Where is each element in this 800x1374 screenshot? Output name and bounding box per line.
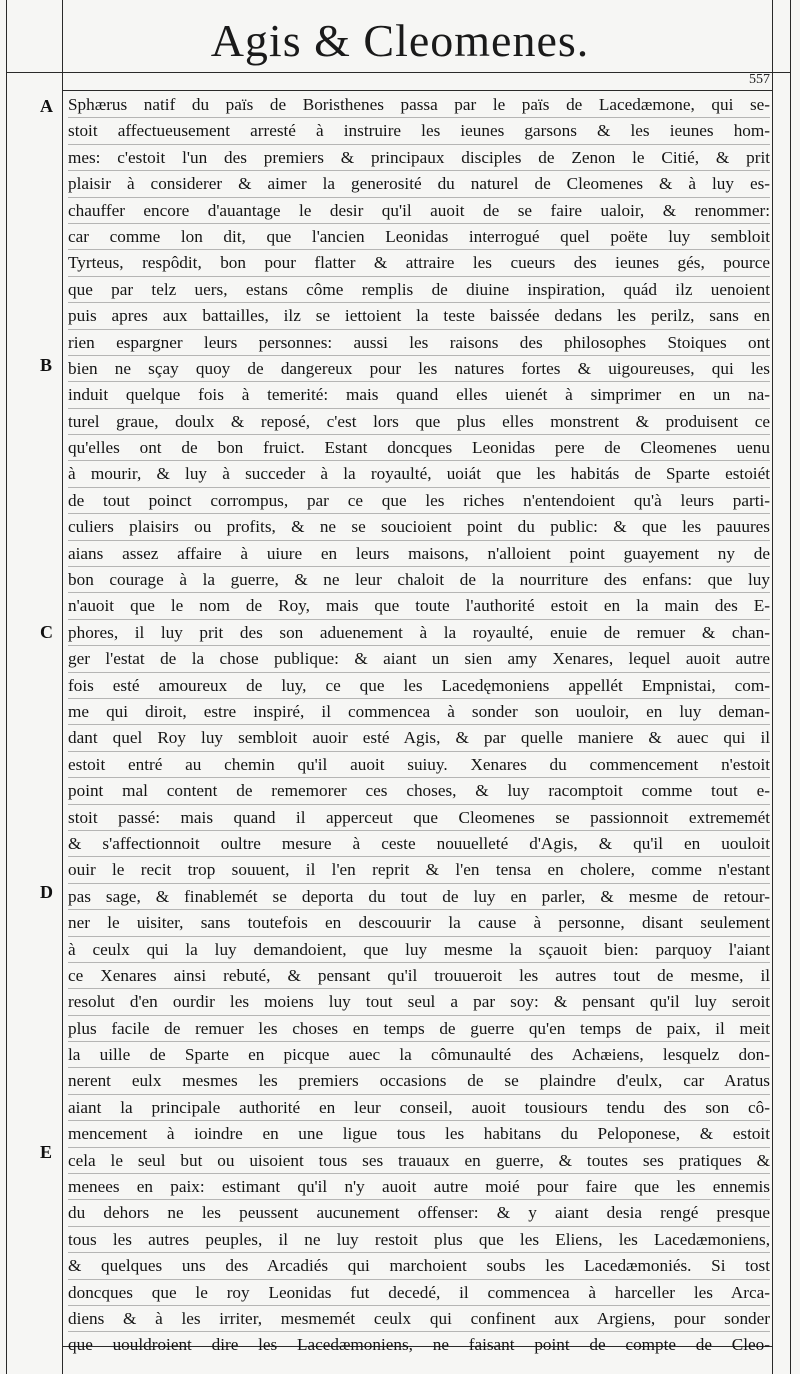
- header-rule: [62, 90, 773, 91]
- text-line: du dehors ne les peussent aucunement offenser: & y aiant desia rengé presque: [68, 1200, 770, 1226]
- text-line: me qui diroit, estre inspiré, il commencea à sonder son uouloir, en luy deman-: [68, 699, 770, 725]
- right-margin-rule: [772, 0, 773, 1374]
- text-line: plaisir à considerer & aimer la generosité du naturel de Cleomenes & à luy es-: [68, 171, 770, 197]
- margin-letter-e: E: [40, 1142, 53, 1162]
- text-line: que par telz uers, estans côme remplis de diuine inspiration, quád ilz uenoient: [68, 277, 770, 303]
- text-line: ner le uisiter, sans toutefois en descouurir la cause à personne, disant seulement: [68, 910, 770, 936]
- text-line: resolut d'en ourdir les moiens luy tout seul a par soy: & pensant qu'il luy seroit: [68, 989, 770, 1015]
- text-line: aiant la principale authorité en leur conseil, auoit tousiours tendu des son cô-: [68, 1095, 770, 1121]
- text-line: chauffer encore d'auantage le desir qu'il auoit de se faire ualoir, & renommer:: [68, 198, 770, 224]
- page-number: 557: [749, 72, 770, 87]
- text-line: aians assez affaire à uiure en leurs maisons, n'alloient point guayement ny de: [68, 541, 770, 567]
- text-line: puis apres aux battailles, ilz se iettoient la teste baissée dedans les perilz, sans en: [68, 303, 770, 329]
- top-rule: [6, 72, 791, 73]
- left-outer-rule: [6, 0, 7, 1374]
- body-text: [68, 92, 770, 1358]
- text-line: diens & à les irriter, mesmemét ceulx qui confinent aux Argiens, pour sonder: [68, 1306, 770, 1332]
- text-line: de tout poinct corrompus, par ce que les riches n'entendoient qu'à leurs parti-: [68, 488, 770, 514]
- text-line: n'auoit que le nom de Roy, mais que toute l'authorité estoit en la main des E-: [68, 593, 770, 619]
- right-outer-rule: [790, 0, 791, 1374]
- page-title: Agis & Cleomenes.: [210, 15, 590, 66]
- text-line: estoit entré au chemin qu'il auoit suiuy. Xenares du commencement n'estoit: [68, 752, 770, 778]
- text-line: dant quel Roy luy sembloit auoir esté Agis, & par quelle maniere & auec qui il: [68, 725, 770, 751]
- text-line: à mourir, & luy à succeder à la royaulté, uoiát que les habitás de Sparte estoiét: [68, 461, 770, 487]
- text-line: induit quelque fois à temerité: mais quand elles uienét à simprimer en un na-: [68, 382, 770, 408]
- margin-letter-a: A: [40, 96, 53, 116]
- text-line: cela le seul but ou uisoient tous ses trauaux en guerre, & toutes ses pratiques &: [68, 1148, 770, 1174]
- text-line: ce Xenares ainsi rebuté, & pensant qu'il trouueroit les autres tout de mesme, il: [68, 963, 770, 989]
- text-line: bien ne sçay quoy de dangereux pour les natures fortes & uigoureuses, qui les: [68, 356, 770, 382]
- text-line: bon courage à la guerre, & ne leur chaloit de la nourriture des enfans: que luy: [68, 567, 770, 593]
- text-line: plus facile de remuer les choses en temps de guerre qu'en temps de paix, il meit: [68, 1016, 770, 1042]
- text-line: rien espargner leurs personnes: aussi les raisons des philosophes Stoiques ont: [68, 330, 770, 356]
- text-line: turel graue, doulx & reposé, c'est lors que plus elles monstrent & produisent ce: [68, 409, 770, 435]
- text-line: menees en paix: estimant qu'il n'y auoit autre moié pour faire que les ennemis: [68, 1174, 770, 1200]
- text-line: que uouldroient dire les Lacedæmoniens, ne faisant point de compte de Cleo-: [68, 1335, 770, 1355]
- text-line: stoit affectueusement arresté à instruire les ieunes garsons & les ieunes hom-: [68, 118, 770, 144]
- text-line: tous les autres peuples, il ne luy restoit plus que les Eliens, les Lacedæmoniens,: [68, 1227, 770, 1253]
- text-line: nerent eulx mesmes les premiers occasions de se plaindre d'eulx, car Aratus: [68, 1068, 770, 1094]
- text-line: Sphærus natif du païs de Boristhenes passa par le païs de Lacedæmone, qui se-: [68, 92, 770, 118]
- text-line: culiers plaisirs ou profits, & ne se soucioient point du public: & que les pauures: [68, 514, 770, 540]
- left-margin-rule: [62, 0, 63, 1374]
- text-line: car comme lon dit, que l'ancien Leonidas interrogué quel poëte luy sembloit: [68, 224, 770, 250]
- text-line: pas sage, & finablemét se deporta du tout de luy en parler, & mesme de retour-: [68, 884, 770, 910]
- text-line: & quelques uns des Arcadiés qui marchoient soubs les Lacedæmoniés. Si tost: [68, 1253, 770, 1279]
- text-line: stoit passé: mais quand il apperceut que Cleomenes se passionnoit extrememét: [68, 805, 770, 831]
- text-line: à ceulx qui la luy demandoient, que luy mesme la sçauoit bien: parquoy l'aiant: [68, 937, 770, 963]
- text-line: ouir le recit trop souuent, il l'en reprit & l'en tensa en cholere, comme n'estant: [68, 857, 770, 883]
- text-line: ger l'estat de la chose publique: & aiant un sien amy Xenares, lequel auoit autre: [68, 646, 770, 672]
- text-line: mes: c'estoit l'un des premiers & principaux disciples de Zenon le Citié, & prit: [68, 145, 770, 171]
- text-line: phores, il luy prit des son aduenement à la royaulté, enuie de remuer & chan-: [68, 620, 770, 646]
- text-line: qu'elles ont de bon fruict. Estant doncques Leonidas pere de Cleomenes uenu: [68, 435, 770, 461]
- text-line: mencement à ioindre en une ligue tous les habitans du Peloponese, & estoit: [68, 1121, 770, 1147]
- text-line: fois esté amoureux de luy, ce que les Lacedęmoniens appellét Empnistai, com-: [68, 673, 770, 699]
- margin-letter-b: B: [40, 355, 53, 375]
- margin-letter-d: D: [40, 882, 53, 902]
- text-line: point mal content de rememorer ces choses, & luy racomptoit comme tout e-: [68, 778, 770, 804]
- text-line: doncques que le roy Leonidas fut decedé, il commencea à harceller les Arca-: [68, 1280, 770, 1306]
- margin-letter-c: C: [40, 622, 53, 642]
- text-line: Tyrteus, respôdit, bon pour flatter & attraire les cueurs des ieunes gés, pource: [68, 250, 770, 276]
- text-line: & s'affectionnoit oultre mesure à ceste nouuelleté d'Agis, & qu'il en uouloit: [68, 831, 770, 857]
- text-line: la uille de Sparte en picque auec la cômunaulté des Achæiens, lesquelz don-: [68, 1042, 770, 1068]
